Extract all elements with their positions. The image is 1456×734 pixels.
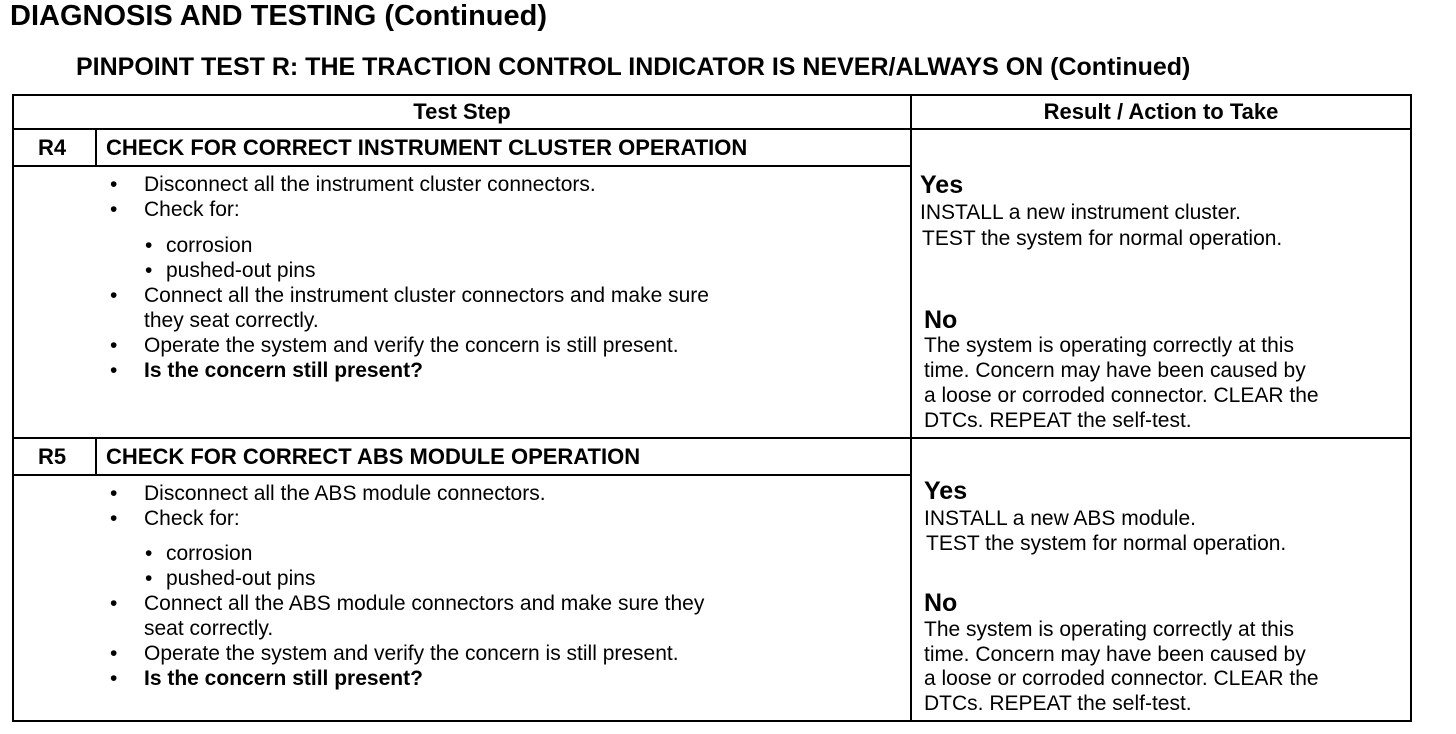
sub-bullet-icon: • (145, 234, 153, 257)
bullet-icon: • (110, 667, 118, 690)
result-no-action: a loose or corroded connector. CLEAR the (924, 384, 1319, 407)
step-instruction: they seat correctly. (144, 309, 319, 332)
result-no-label: No (924, 306, 958, 334)
check-item: corrosion (166, 234, 253, 257)
sub-bullet-icon: • (145, 567, 153, 590)
bullet-icon: • (110, 507, 118, 530)
result-no-action: a loose or corroded connector. CLEAR the (924, 667, 1319, 690)
bullet-icon: • (110, 642, 118, 665)
result-no-action: The system is operating correctly at this (924, 618, 1294, 641)
step-instruction: Check for: (144, 507, 240, 530)
bullet-icon: • (110, 482, 118, 505)
pinpoint-test-title: PINPOINT TEST R: THE TRACTION CONTROL INDICATOR IS NEVER/ALWAYS ON (Continued) (76, 53, 1191, 81)
step-instruction: Disconnect all the ABS module connectors. (144, 482, 546, 505)
bullet-icon: • (110, 284, 118, 307)
column-header-result: Result / Action to Take (1043, 99, 1279, 124)
result-no-label: No (924, 589, 958, 617)
table-divider (95, 128, 97, 166)
result-yes-action: TEST the system for normal operation. (926, 532, 1287, 555)
step-question: Is the concern still present? (144, 359, 423, 382)
step-instruction: Disconnect all the instrument cluster connectors. (144, 173, 596, 196)
step-instruction: Operate the system and verify the concern is still present. (144, 642, 679, 665)
bullet-icon: • (110, 334, 118, 357)
step-question: Is the concern still present? (144, 667, 423, 690)
result-yes-action: INSTALL a new instrument cluster. (920, 201, 1241, 224)
column-header-test-step: Test Step (413, 99, 511, 124)
result-yes-label: Yes (920, 171, 964, 199)
step-title: CHECK FOR CORRECT INSTRUMENT CLUSTER OPERATION (106, 135, 748, 160)
step-title: CHECK FOR CORRECT ABS MODULE OPERATION (106, 444, 641, 469)
sub-bullet-icon: • (145, 542, 153, 565)
result-no-action: time. Concern may have been caused by (924, 643, 1306, 666)
result-yes-label: Yes (924, 477, 968, 505)
step-instruction: seat correctly. (144, 617, 274, 640)
step-instruction: Operate the system and verify the concern is still present. (144, 334, 679, 357)
result-yes-action: TEST the system for normal operation. (922, 227, 1283, 250)
step-instruction: Connect all the instrument cluster connectors and make sure (144, 284, 709, 307)
table-divider (12, 165, 912, 167)
page-title: DIAGNOSIS AND TESTING (Continued) (10, 0, 548, 32)
bullet-icon: • (110, 592, 118, 615)
bullet-icon: • (110, 198, 118, 221)
step-instruction: Check for: (144, 198, 240, 221)
step-number: R5 (38, 444, 67, 469)
result-no-action: DTCs. REPEAT the self-test. (924, 692, 1192, 715)
check-item: pushed-out pins (166, 259, 316, 282)
table-divider (12, 128, 1412, 130)
check-item: corrosion (166, 542, 253, 565)
result-yes-action: INSTALL a new ABS module. (924, 507, 1196, 530)
check-item: pushed-out pins (166, 567, 316, 590)
result-no-action: DTCs. REPEAT the self-test. (924, 409, 1192, 432)
sub-bullet-icon: • (145, 259, 153, 282)
result-no-action: The system is operating correctly at this (924, 334, 1294, 357)
table-divider (910, 94, 912, 722)
table-divider (12, 474, 912, 476)
table-divider (95, 437, 97, 475)
result-no-action: time. Concern may have been caused by (924, 359, 1306, 382)
table-divider (12, 437, 1412, 439)
bullet-icon: • (110, 359, 118, 382)
step-number: R4 (38, 135, 67, 160)
step-instruction: Connect all the ABS module connectors and make sure they (144, 592, 705, 615)
bullet-icon: • (110, 173, 118, 196)
